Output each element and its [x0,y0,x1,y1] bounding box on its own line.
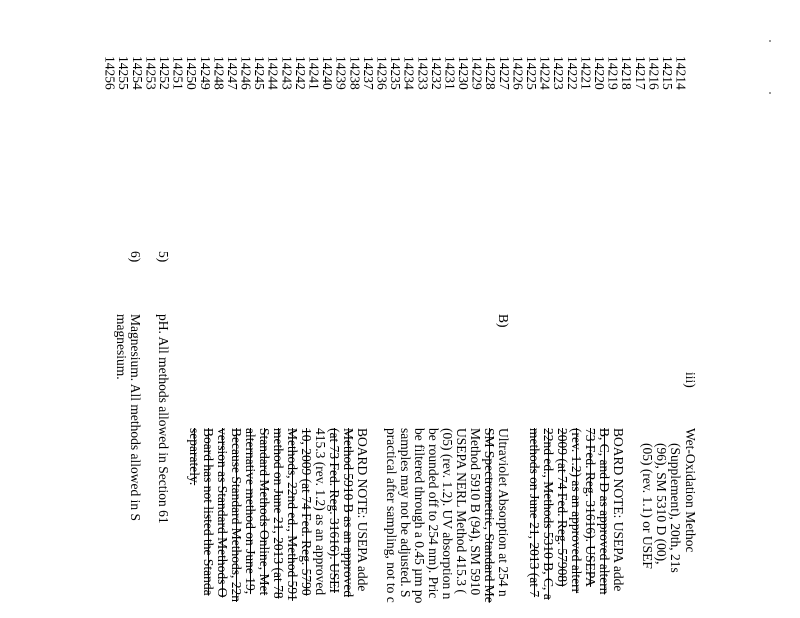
line-number: 14230 [456,56,472,90]
line-number: 14241 [306,56,322,90]
line-number: 14252 [156,56,172,90]
line-number: 14240 [320,56,336,90]
line-number: 14238 [347,56,363,90]
line-number: 14245 [252,56,268,90]
board-note-2-line-6: Methods, 22nd ed., Method 591 [285,428,300,601]
item-b-line-8: samples may not be adjusted. S [398,428,413,598]
board-note-2-line-1: BOARD NOTE: USEPA adde [355,428,370,592]
item-iii-line-4: (05) (rev. 1.1) or USEF [640,443,655,569]
line-number: 14244 [265,56,281,90]
line-number: 14234 [401,56,417,90]
board-note-1-line-2: B, C, and D as approved altern [597,428,612,595]
line-number: 14216 [646,56,662,90]
item-b-line-5: (05) (rev. 1.2). UV absorption n [440,428,455,600]
item-b-line-2: SM Spectrometric, Standard Me [482,428,497,603]
line-number: 14253 [143,56,159,90]
scan-speck [769,92,771,94]
item-b-marker: B) [496,314,511,328]
item-b-line-6: be rounded off to 254 nm). Pric [426,428,441,599]
board-note-1-line-6: 22nd ed., Methods 5310 B, C, a [541,428,556,600]
line-number: 14229 [469,56,485,90]
item-5-text: pH. All methods allowed in Section 61 [156,314,171,524]
line-number: 14247 [224,56,240,90]
line-number: 14219 [605,56,621,90]
board-note-1-line-4: (rev. 1.2) as an approved alterr [569,428,584,594]
board-note-2-line-4: 415.3 (rev. 1.2) as an approved [313,428,328,596]
item-iii-marker: iii) [683,372,698,388]
line-number: 14226 [510,56,526,90]
line-number: 14231 [442,56,458,90]
line-numbers [103,56,688,90]
line-number: 14225 [524,56,539,90]
item-b-line-9: practical after sampling, not to c [384,428,399,603]
item-6-line-1: Magnesium. All methods allowed in S [128,314,143,521]
board-note-2-line-8: Standard Methods Online, Met [257,428,272,596]
line-number: 14237 [360,56,376,90]
line-number: 14221 [578,56,594,90]
board-note-2-line-10: Because Standard Methods, 22n [229,428,244,602]
line-number: 14227 [496,56,512,90]
board-note-2-line-13: separately. [187,428,202,486]
line-number: 14215 [659,56,675,90]
item-b-line-7: be filtered through a 0.45 µm po [412,428,427,604]
line-number: 14224 [537,56,553,90]
board-note-1-line-7: methods on June 21, 2013 (at 7 [527,428,542,598]
line-number: 14255 [116,56,132,90]
line-number: 14218 [619,56,635,90]
line-number: 14254 [129,56,145,90]
board-note-2-line-9: alternative method on June 19, [243,428,258,595]
line-number: 14232 [428,56,444,90]
board-note-2-line-11: version as Standard Methods O [215,428,230,598]
item-b-line-4: USEPA NERL Method 415.3 ( [454,428,469,594]
board-note-2-line-3: (at 73 Fed. Reg. 31616). USEI [327,428,342,593]
line-number: 14249 [197,56,213,90]
line-number: 14228 [483,56,499,90]
board-note-1-line-1: BOARD NOTE: USEPA adde [611,428,626,592]
scan-speck [769,40,771,42]
line-number: 14233 [415,56,431,90]
line-number: 14217 [632,56,648,90]
board-note-2-line-2: Method 5910 B as an approved [341,428,356,598]
line-number: 14246 [238,56,254,90]
board-note-2-line-12: Board has not listed the Standa [201,428,216,596]
line-number: 14248 [211,56,227,90]
line-number: 14235 [388,56,404,90]
item-5-marker: 5) [156,251,171,263]
line-number: 14214 [673,56,689,90]
line-number: 14242 [292,56,308,90]
line-number: 14222 [564,56,580,90]
item-b-line-3: Method 5910 B (94), SM 5910 [468,428,483,596]
board-note-2-line-5: 10, 2009 (at 74 Fed. Reg. 5790 [299,428,314,596]
line-number: 14256 [102,56,118,90]
item-iii-line-1: Wet-Oxidation Methoc [683,428,698,553]
line-number: 14236 [374,56,390,90]
board-note-2-line-7: method on June 21, 2013 (at 78 [271,428,286,599]
line-number: 14220 [591,56,607,90]
item-iii-line-3: (96), SM 5310 D (00), [654,443,669,565]
line-number: 14239 [333,56,349,90]
line-number: 14243 [279,56,295,90]
line-number: 14223 [551,56,567,90]
item-iii-line-2: (Supplement), 20th, 21s [668,443,683,573]
board-note-1-line-3: 73 Fed. Reg. 31616). USEPA [583,428,598,587]
line-number: 14251 [170,56,186,90]
item-6-line-2: magnesium. [114,314,129,380]
board-note-1-line-5: 2009 (at 74 Fed. Reg. 57908) [555,428,570,587]
item-6-marker: 6) [128,251,143,263]
item-b-line-1: Ultraviolet Absorption at 254 n [496,428,511,597]
line-number: 14250 [184,56,200,90]
